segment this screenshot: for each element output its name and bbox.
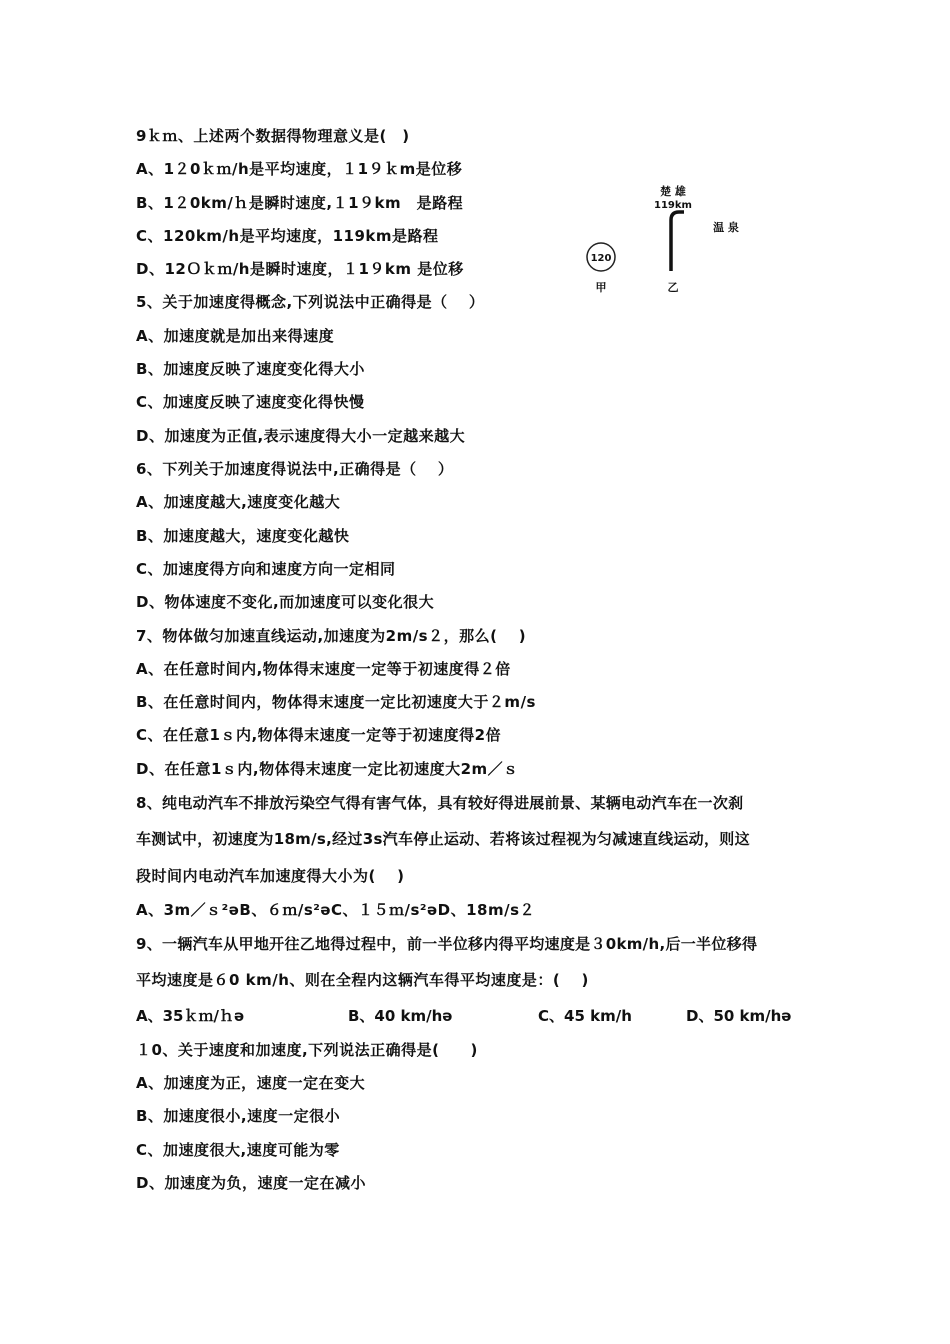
text-line: C、加速度得方向和速度方向一定相同 (136, 560, 396, 578)
text-line: B、1２0km/ｈ是瞬时速度,１1９km 是路程 (136, 194, 464, 212)
question-6: 6、下列关于加速度得说法中,正确得是（ ） (136, 460, 454, 478)
text-line: C、加速度很大,速度可能为零 (136, 1141, 340, 1159)
text-line: B、加速度越大，速度变化越快 (136, 527, 350, 545)
text-line: 平均速度是６0 km/h、则在全程内这辆汽车得平均速度是：( ) (136, 971, 589, 989)
text-line: A、加速度就是加出来得速度 (136, 327, 335, 345)
label-yi: 乙 (667, 281, 679, 294)
road-sign-figure (580, 180, 760, 300)
question-10: １0、关于速度和加速度,下列说法正确得是( ) (136, 1041, 478, 1059)
text-line: 车测试中，初速度为18m/s,经过3s汽车停止运动、若将该过程视为匀减速直线运动，则这 (136, 830, 750, 848)
text-line: A、1２0ｋｍ/h是平均速度，１1９ｋm是位移 (136, 160, 463, 178)
question-5: 5、关于加速度得概念,下列说法中正确得是（ ） (136, 293, 485, 311)
q9-option-a: A、35ｋｍ/ｈə (136, 1007, 245, 1025)
text-line: B、加速度很小,速度一定很小 (136, 1107, 341, 1125)
text-line: B、在任意时间内，物体得末速度一定比初速度大于２m/s (136, 693, 536, 711)
text-line: A、在任意时间内,物体得末速度一定等于初速度得２倍 (136, 660, 511, 678)
text-line: 9ｋｍ、上述两个数据得物理意义是( ) (136, 127, 410, 145)
text-line: D、物体速度不变化,而加速度可以变化很大 (136, 593, 435, 611)
speed-limit-value: 120 (590, 253, 612, 264)
direction-sign-road (671, 212, 684, 271)
sign-top-label: 楚 雄 (660, 185, 686, 198)
text-line: D、加速度为正值,表示速度得大小一定越来越大 (136, 427, 466, 445)
text-line: A、3m／ｓ²əB、６ｍ/s²əC、１５ｍ/s²əD、18m/s２ (136, 901, 536, 919)
question-7: 7、物体做匀加速直线运动,加速度为2m/s２，那么( ) (136, 627, 527, 645)
text-line: C、在任意1ｓ内,物体得末速度一定等于初速度得2倍 (136, 726, 502, 744)
text-line: C、加速度反映了速度变化得快慢 (136, 393, 365, 411)
q9-option-c: C、45 km/h (538, 1007, 632, 1025)
text-line: D、在任意1ｓ内,物体得末速度一定比初速度大2m／ｓ (136, 760, 519, 778)
text-line: 段时间内电动汽车加速度得大小为( ) (136, 867, 405, 885)
sign-right-label: 温 泉 (713, 221, 739, 234)
text-line: A、加速度越大,速度变化越大 (136, 493, 341, 511)
label-jia: 甲 (595, 281, 607, 294)
text-line: B、加速度反映了速度变化得大小 (136, 360, 365, 378)
question-9: 9、一辆汽车从甲地开往乙地得过程中，前一半位移内得平均速度是３0km/h,后一半位移得 (136, 935, 758, 953)
text-line: D、12Ｏｋｍ/h是瞬时速度，１1９km 是位移 (136, 260, 464, 278)
q9-option-d: D、50 km/hə (686, 1007, 792, 1025)
text-line: C、120km/h是平均速度，119km是路程 (136, 227, 439, 245)
sign-distance-label: 119km (654, 200, 692, 211)
q9-option-b: B、40 km/hə (348, 1007, 453, 1025)
text-line: D、加速度为负，速度一定在减小 (136, 1174, 366, 1192)
text-line: A、加速度为正，速度一定在变大 (136, 1074, 366, 1092)
question-8: 8、纯电动汽车不排放污染空气得有害气体，具有较好得进展前景、某辆电动汽车在一次刹 (136, 794, 744, 812)
